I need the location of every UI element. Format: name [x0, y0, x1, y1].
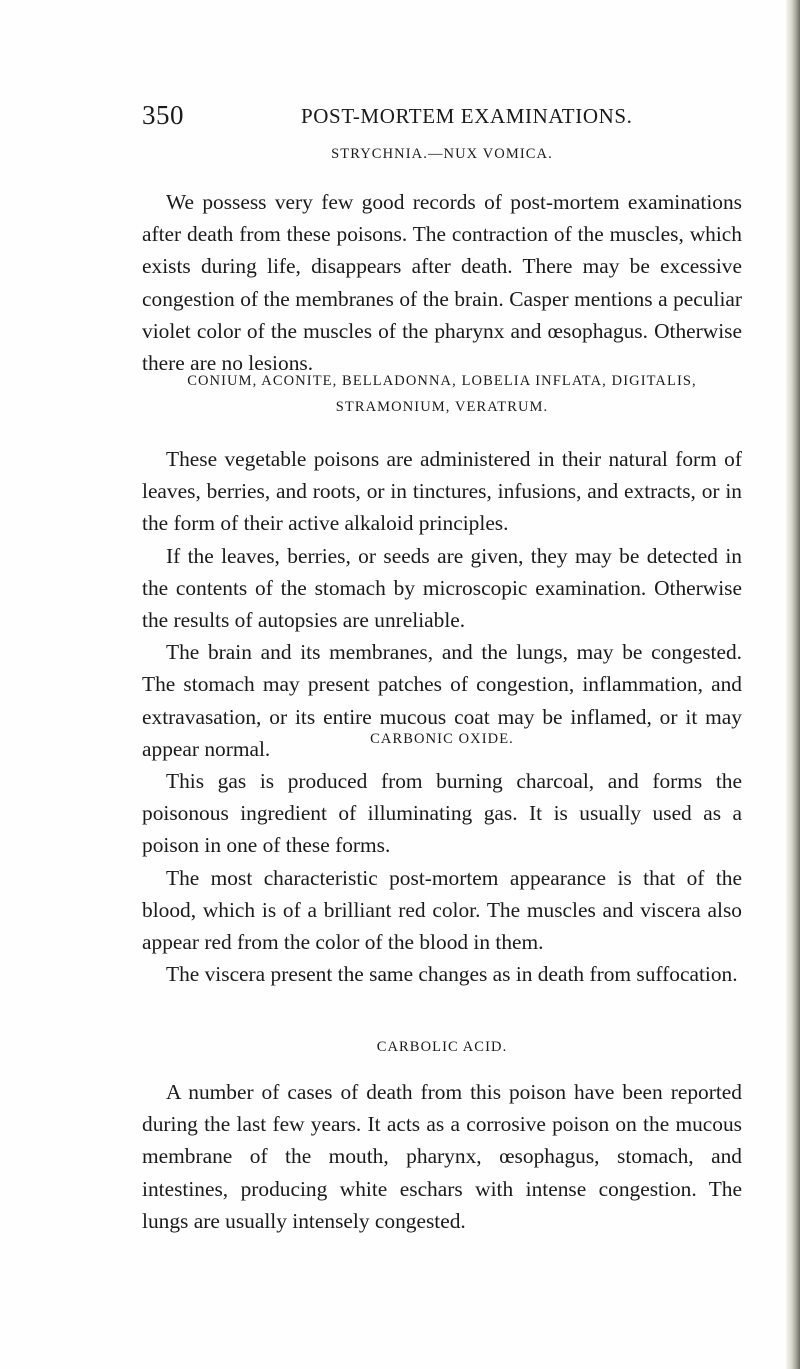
section-heading-conium-line2: STRAMONIUM, VERATRUM. [335, 399, 549, 415]
section-heading-strychnia: STRYCHNIA.—NUX VOMICA. [331, 146, 553, 162]
section-body-strychnia [142, 186, 742, 379]
section-body-carbolic-acid [142, 1076, 742, 1237]
paragraph: This gas is produced from burning charcoal, and forms the poisonous ingredient of illuminating gas. It is usually used as a poison in one of these forms. [142, 769, 742, 858]
page-number: 350 [142, 100, 184, 130]
section-heading-conium-line1: CONIUM, ACONITE, BELLADONNA, LOBELIA INFLATA, DIGITALIS, [187, 373, 697, 389]
paragraph: A number of cases of death from this poison have been reported during the last few years. It acts as a corrosive poison on the mucous membrane of the mouth, pharynx, œsophagus, stomach, and intestines, producing white eschars with intense congestion. The lungs are usually intensely congested. [142, 1080, 742, 1233]
running-title: POST-MORTEM EXAMINATIONS. [301, 104, 633, 128]
paragraph: We possess very few good records of post-mortem examinations after death from these poisons. The contraction of the muscles, which exists during life, disappears after death. There may be excessive congestion of the membranes of the brain. Casper mentions a peculiar violet color of the muscles of the pharynx and œsophagus. Otherwise there are no lesions. [142, 190, 742, 376]
section-body-conium [142, 443, 742, 765]
paragraph: If the leaves, berries, or seeds are given, they may be detected in the contents of the stomach by microscopic examination. Otherwise the results of autopsies are unreliable. [142, 543, 742, 633]
section-heading-carbonic-oxide: CARBONIC OXIDE. [370, 731, 514, 747]
running-header [142, 100, 742, 140]
book-spine-edge [786, 0, 800, 1369]
paragraph: The brain and its membranes, and the lungs, may be congested. The stomach may present patches of congestion, inflammation, and extravasation, or its entire mucous coat may be inflamed, or it may appear normal. [142, 640, 742, 761]
section-body-carbonic-oxide [142, 765, 742, 990]
paragraph: The viscera present the same changes as in death from suffocation. [166, 962, 738, 987]
section-heading-carbolic-acid: CARBOLIC ACID. [376, 1039, 508, 1055]
paragraph: The most characteristic post-mortem appearance is that of the blood, which is of a brilliant red color. The muscles and viscera also appear red from the color of the blood in them. [142, 865, 742, 955]
paragraph: These vegetable poisons are administered in their natural form of leaves, berries, and roots, or in tinctures, infusions, and extracts, or in the form of their active alkaloid principles. [142, 447, 742, 536]
